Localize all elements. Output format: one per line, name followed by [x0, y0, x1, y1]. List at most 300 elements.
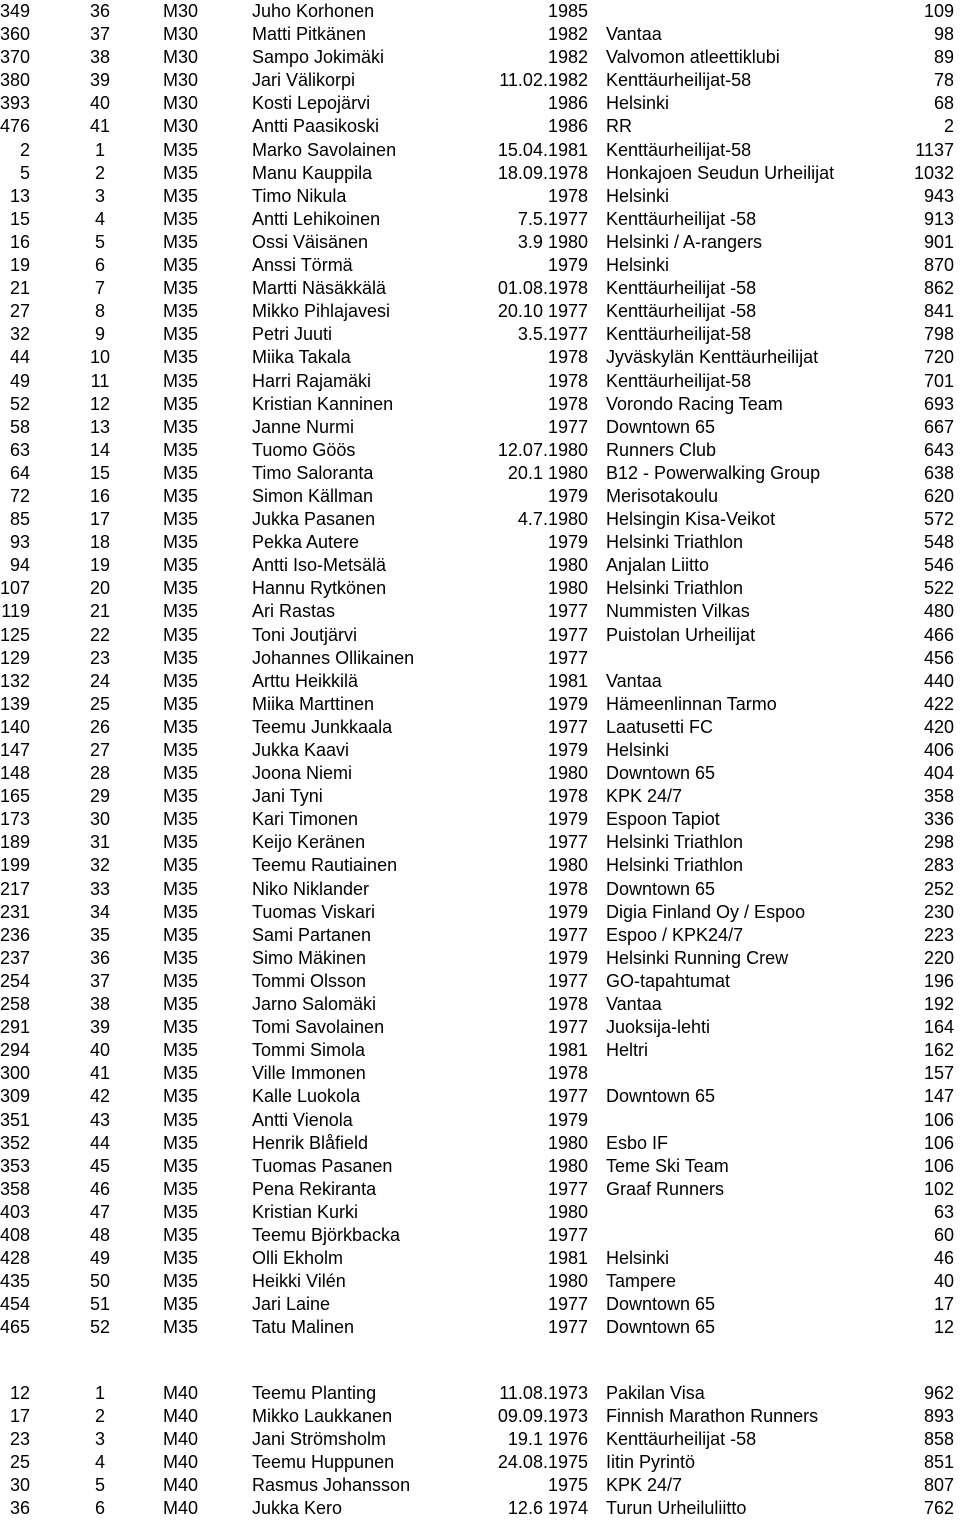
birth-date: 1977: [547, 1017, 588, 1038]
birth-date: 1978: [547, 878, 588, 899]
rank-cell: 32: [9, 324, 30, 345]
table-row: [0, 69, 960, 92]
points-cell: 230: [923, 901, 954, 922]
class-cell: M35: [163, 231, 199, 252]
table-row: [0, 1109, 960, 1132]
birth-date: 1979: [547, 255, 588, 276]
table-row: [0, 878, 960, 901]
birth-date: 1980: [547, 855, 588, 876]
athlete-name: Ossi Väisänen: [252, 231, 369, 252]
club-name: Kenttäurheilijat-58: [606, 70, 752, 91]
class-rank-cell: 26: [89, 716, 111, 737]
club-name: Kenttäurheilijat-58: [606, 370, 752, 391]
rank-cell: 72: [9, 485, 30, 506]
class-rank-cell: 6: [94, 255, 105, 276]
club-name: Vantaa: [606, 670, 662, 691]
class-cell: M35: [163, 1086, 199, 1107]
athlete-name: Jukka Kaavi: [252, 740, 350, 760]
rank-cell: 52: [9, 393, 30, 414]
class-rank-cell: 1: [94, 1383, 105, 1403]
class-cell: M35: [163, 324, 199, 345]
table-row: [0, 0, 960, 23]
club-name: Kenttäurheilijat -58: [606, 301, 757, 322]
athlete-name: Tuomo Göös: [252, 439, 356, 460]
points-cell: 358: [923, 786, 954, 807]
class-rank-cell: 17: [89, 509, 111, 530]
rank-cell: 351: [0, 1109, 31, 1130]
birth-date: 1977: [547, 624, 588, 645]
points-cell: 106: [923, 1109, 954, 1130]
birth-date: 1979: [547, 901, 588, 922]
points-cell: 893: [923, 1406, 954, 1427]
class-rank-cell: 34: [89, 901, 111, 922]
points-cell: 220: [923, 947, 954, 968]
points-cell: 858: [923, 1429, 954, 1450]
table-row: [0, 716, 960, 739]
athlete-name: Miika Marttinen: [252, 693, 375, 714]
points-cell: 102: [923, 1178, 954, 1199]
table-row: [0, 277, 960, 300]
birth-date: 11.08.1973: [499, 1383, 588, 1403]
table-row: [0, 1085, 960, 1108]
table-row: [0, 1382, 960, 1405]
club-name: Esbo IF: [606, 1132, 669, 1153]
birth-date: 1978: [547, 370, 588, 391]
class-cell: M30: [163, 116, 199, 137]
class-rank-cell: 22: [89, 624, 111, 645]
club-name: Helsinki / A-rangers: [606, 231, 763, 252]
birth-date: 1981: [547, 1040, 588, 1061]
points-cell: 60: [933, 1224, 954, 1245]
class-cell: M35: [163, 139, 199, 160]
rank-cell: 64: [9, 462, 30, 483]
class-cell: M35: [163, 278, 199, 299]
points-cell: 283: [923, 855, 954, 876]
class-cell: M40: [163, 1475, 199, 1496]
birth-date: 1977: [547, 1178, 588, 1199]
rank-cell: 199: [0, 855, 31, 876]
class-cell: M35: [163, 185, 199, 206]
athlete-name: Juho Korhonen: [252, 1, 375, 21]
class-rank-cell: 35: [89, 924, 111, 945]
class-rank-cell: 5: [94, 231, 105, 252]
class-rank-cell: 3: [94, 1429, 105, 1450]
class-cell: M30: [163, 93, 199, 114]
athlete-name: Teemu Huppunen: [252, 1452, 395, 1473]
class-cell: M35: [163, 255, 199, 276]
birth-date: 1978: [547, 994, 588, 1015]
club-name: Downtown 65: [606, 416, 716, 437]
class-rank-cell: 49: [89, 1248, 111, 1269]
table-row: [0, 1316, 960, 1339]
rank-cell: 465: [0, 1317, 31, 1338]
table-row: [0, 831, 960, 854]
class-cell: M35: [163, 347, 199, 368]
rank-cell: 129: [0, 647, 31, 668]
rank-cell: 237: [0, 947, 31, 968]
athlete-name: Jani Tyni: [252, 786, 323, 807]
athlete-name: Hannu Rytkönen: [252, 578, 387, 599]
points-cell: 643: [923, 439, 954, 460]
class-rank-cell: 20: [89, 578, 111, 599]
class-rank-cell: 6: [94, 1498, 105, 1519]
club-name: Downtown 65: [606, 1294, 716, 1315]
points-cell: 807: [923, 1475, 954, 1496]
birth-date: 1978: [547, 347, 588, 368]
points-cell: 40: [933, 1271, 954, 1292]
rank-cell: 17: [9, 1406, 30, 1427]
club-name: Kenttäurheilijat -58: [606, 1429, 757, 1450]
athlete-name: Teemu Björkbacka: [252, 1224, 401, 1245]
table-row: [0, 1247, 960, 1270]
athlete-name: Kosti Lepojärvi: [252, 93, 371, 114]
rank-cell: 63: [9, 439, 30, 460]
class-rank-cell: 3: [94, 185, 105, 206]
athlete-name: Kristian Kurki: [252, 1201, 359, 1222]
table-row: [0, 508, 960, 531]
athlete-name: Teemu Rautiainen: [252, 855, 398, 876]
points-cell: 12: [933, 1317, 954, 1338]
table-row: [0, 462, 960, 485]
club-name: Helsinki Running Crew: [606, 947, 789, 968]
class-cell: M35: [163, 1155, 199, 1176]
club-name: Juoksija-lehti: [606, 1017, 711, 1038]
rank-cell: 58: [9, 416, 30, 437]
birth-date: 1977: [547, 970, 588, 991]
club-name: Kenttäurheilijat-58: [606, 139, 752, 160]
class-rank-cell: 1: [94, 139, 105, 160]
class-cell: M35: [163, 301, 199, 322]
birth-date: 20.1 1980: [507, 462, 588, 483]
class-cell: M35: [163, 647, 199, 668]
club-name: Teme Ski Team: [606, 1155, 729, 1176]
table-row: [0, 1428, 960, 1451]
points-cell: 466: [923, 624, 954, 645]
table-row: [0, 1155, 960, 1178]
class-rank-cell: 36: [89, 1, 111, 21]
birth-date: 15.04.1981: [497, 139, 588, 160]
points-cell: 870: [923, 255, 954, 276]
birth-date: 12.07.1980: [497, 439, 588, 460]
athlete-name: Johannes Ollikainen: [252, 647, 415, 668]
rank-cell: 148: [0, 763, 31, 784]
class-cell: M35: [163, 716, 199, 737]
class-cell: M35: [163, 162, 199, 183]
class-rank-cell: 21: [89, 601, 111, 622]
class-rank-cell: 4: [94, 1452, 105, 1473]
class-cell: M35: [163, 555, 199, 576]
class-cell: M35: [163, 578, 199, 599]
table-row: [0, 808, 960, 831]
athlete-name: Petri Juuti: [252, 324, 333, 345]
class-rank-cell: 41: [89, 116, 111, 137]
birth-date: 1977: [547, 647, 588, 668]
rank-cell: 189: [0, 832, 31, 853]
rank-cell: 352: [0, 1132, 31, 1153]
rank-cell: 393: [0, 93, 31, 114]
birth-date: 1978: [547, 185, 588, 206]
class-cell: M30: [163, 47, 199, 68]
class-rank-cell: 40: [89, 1040, 111, 1061]
athlete-name: Jukka Kero: [252, 1498, 343, 1519]
rank-cell: 294: [0, 1040, 31, 1061]
class-rank-cell: 48: [89, 1224, 111, 1245]
class-rank-cell: 38: [89, 47, 111, 68]
birth-date: 09.09.1973: [497, 1406, 588, 1427]
club-name: Helsinki: [606, 255, 670, 276]
class-rank-cell: 50: [89, 1271, 111, 1292]
rank-cell: 360: [0, 24, 31, 45]
birth-date: 01.08.1978: [497, 278, 588, 299]
birth-date: 1977: [547, 924, 588, 945]
points-cell: 46: [933, 1248, 954, 1269]
rank-cell: 435: [0, 1271, 31, 1292]
birth-date: 1985: [547, 1, 588, 21]
points-cell: 667: [923, 416, 954, 437]
points-cell: 89: [933, 47, 954, 68]
class-rank-cell: 2: [94, 162, 105, 183]
points-cell: 701: [923, 370, 954, 391]
club-name: Helsinki: [606, 1248, 670, 1269]
rank-cell: 476: [0, 116, 31, 137]
table-row: [0, 531, 960, 554]
class-cell: M35: [163, 601, 199, 622]
rank-cell: 428: [0, 1248, 31, 1269]
rank-cell: 49: [9, 370, 30, 391]
birth-date: 1980: [547, 763, 588, 784]
club-name: Helsinki Triathlon: [606, 532, 744, 553]
class-cell: M35: [163, 970, 199, 991]
table-row: [0, 600, 960, 623]
birth-date: 1979: [547, 693, 588, 714]
table-row: [0, 139, 960, 162]
athlete-name: Olli Ekholm: [252, 1248, 344, 1269]
points-cell: 298: [923, 832, 954, 853]
club-name: Helsinki Triathlon: [606, 578, 744, 599]
athlete-name: Jukka Pasanen: [252, 509, 376, 530]
birth-date: 1979: [547, 1109, 588, 1130]
rank-cell: 140: [0, 716, 31, 737]
athlete-name: Tommi Olsson: [252, 970, 367, 991]
table-row: [0, 254, 960, 277]
class-cell: M35: [163, 924, 199, 945]
rank-cell: 300: [0, 1063, 31, 1084]
birth-date: 1978: [547, 786, 588, 807]
table-row: [0, 1270, 960, 1293]
table-row: [0, 115, 960, 138]
class-rank-cell: 4: [94, 208, 105, 229]
rank-cell: 349: [0, 1, 31, 21]
club-name: Downtown 65: [606, 763, 716, 784]
rank-cell: 94: [9, 555, 30, 576]
class-cell: M35: [163, 994, 199, 1015]
table-row: [0, 739, 960, 762]
table-row: [0, 300, 960, 323]
table-row: [0, 1293, 960, 1316]
class-cell: M35: [163, 740, 199, 760]
table-row: [0, 647, 960, 670]
athlete-name: Antti Paasikoski: [252, 116, 380, 137]
athlete-name: Timo Saloranta: [252, 462, 374, 483]
table-row: [0, 1039, 960, 1062]
class-rank-cell: 12: [89, 393, 111, 414]
rank-cell: 353: [0, 1155, 31, 1176]
athlete-name: Marko Savolainen: [252, 139, 397, 160]
class-cell: M35: [163, 1178, 199, 1199]
results-table-m40: [0, 1382, 960, 1521]
athlete-name: Matti Pitkänen: [252, 24, 367, 45]
club-name: KPK 24/7: [606, 786, 683, 807]
rank-cell: 231: [0, 901, 31, 922]
club-name: Jyväskylän Kenttäurheilijat: [606, 347, 819, 368]
class-rank-cell: 19: [89, 555, 111, 576]
class-cell: M35: [163, 1201, 199, 1222]
class-rank-cell: 31: [89, 832, 111, 853]
table-row: [0, 1497, 960, 1520]
rank-cell: 23: [9, 1429, 30, 1450]
athlete-name: Sampo Jokimäki: [252, 47, 385, 68]
rank-cell: 93: [9, 532, 30, 553]
club-name: Runners Club: [606, 439, 717, 460]
points-cell: 17: [933, 1294, 954, 1315]
points-cell: 798: [923, 324, 954, 345]
club-name: Helsinki Triathlon: [606, 832, 744, 853]
table-row: [0, 92, 960, 115]
class-cell: M35: [163, 416, 199, 437]
rank-cell: 454: [0, 1294, 31, 1315]
club-name: Valvomon atleettiklubi: [606, 47, 780, 68]
class-rank-cell: 39: [89, 1017, 111, 1038]
class-rank-cell: 14: [89, 439, 111, 460]
class-rank-cell: 39: [89, 70, 111, 91]
table-row: [0, 23, 960, 46]
athlete-name: Antti Lehikoinen: [252, 208, 381, 229]
birth-date: 11.02.1982: [499, 70, 588, 91]
class-cell: M35: [163, 509, 199, 530]
athlete-name: Janne Nurmi: [252, 416, 355, 437]
points-cell: 164: [923, 1017, 954, 1038]
points-cell: 913: [923, 208, 954, 229]
class-rank-cell: 52: [89, 1317, 111, 1338]
club-name: Graaf Runners: [606, 1178, 725, 1199]
class-cell: M35: [163, 878, 199, 899]
class-cell: M35: [163, 855, 199, 876]
class-rank-cell: 25: [89, 693, 111, 714]
birth-date: 1980: [547, 578, 588, 599]
birth-date: 1981: [547, 1248, 588, 1269]
class-cell: M30: [163, 24, 199, 45]
club-name: Iitin Pyrintö: [606, 1452, 696, 1473]
table-row: [0, 1405, 960, 1428]
athlete-name: Toni Joutjärvi: [252, 624, 358, 645]
birth-date: 1979: [547, 532, 588, 553]
table-row: [0, 416, 960, 439]
birth-date: 4.7.1980: [517, 509, 588, 530]
birth-date: 1980: [547, 1132, 588, 1153]
table-row: [0, 1201, 960, 1224]
club-name: Turun Urheiluliitto: [606, 1498, 747, 1519]
birth-date: 19.1 1976: [507, 1429, 588, 1450]
table-row: [0, 46, 960, 69]
table-row: [0, 854, 960, 877]
class-rank-cell: 24: [89, 670, 111, 691]
club-name: GO-tapahtumat: [606, 970, 731, 991]
class-cell: M40: [163, 1498, 199, 1519]
athlete-name: Pena Rekiranta: [252, 1178, 377, 1199]
birth-date: 1977: [547, 1224, 588, 1245]
class-cell: M35: [163, 370, 199, 391]
table-row: [0, 1016, 960, 1039]
table-row: [0, 1474, 960, 1497]
class-rank-cell: 7: [94, 278, 105, 299]
table-row: [0, 785, 960, 808]
birth-date: 1982: [547, 47, 588, 68]
athlete-name: Simon Källman: [252, 485, 374, 506]
class-rank-cell: 5: [94, 1475, 105, 1496]
class-cell: M35: [163, 532, 199, 553]
table-row: [0, 947, 960, 970]
points-cell: 638: [923, 462, 954, 483]
rank-cell: 2: [19, 139, 30, 160]
athlete-name: Tatu Malinen: [252, 1317, 355, 1338]
points-cell: 720: [923, 347, 954, 368]
class-rank-cell: 47: [89, 1201, 111, 1222]
points-cell: 78: [933, 70, 954, 91]
rank-cell: 36: [9, 1498, 30, 1519]
rank-cell: 139: [0, 693, 31, 714]
club-name: Tampere: [606, 1271, 677, 1292]
rank-cell: 165: [0, 786, 31, 807]
athlete-name: Anssi Törmä: [252, 255, 353, 276]
table-row: [0, 762, 960, 785]
class-rank-cell: 16: [89, 485, 111, 506]
club-name: Vantaa: [606, 24, 662, 45]
points-cell: 420: [923, 716, 954, 737]
athlete-name: Sami Partanen: [252, 924, 372, 945]
table-row: [0, 185, 960, 208]
points-cell: 943: [923, 185, 954, 206]
club-name: Pakilan Visa: [606, 1383, 705, 1403]
rank-cell: 309: [0, 1086, 31, 1107]
athlete-name: Joona Niemi: [252, 763, 353, 784]
points-cell: 546: [923, 555, 954, 576]
birth-date: 1975: [547, 1475, 588, 1496]
rank-cell: 370: [0, 47, 31, 68]
class-cell: M35: [163, 832, 199, 853]
athlete-name: Tuomas Pasanen: [252, 1155, 393, 1176]
points-cell: 223: [923, 924, 954, 945]
class-rank-cell: 30: [89, 809, 111, 830]
class-cell: M30: [163, 1, 199, 21]
points-cell: 157: [923, 1063, 954, 1084]
athlete-name: Tuomas Viskari: [252, 901, 376, 922]
athlete-name: Ville Immonen: [252, 1063, 366, 1084]
class-cell: M35: [163, 393, 199, 414]
class-cell: M35: [163, 1248, 199, 1269]
club-name: Helsingin Kisa-Veikot: [606, 509, 776, 530]
club-name: Kenttäurheilijat-58: [606, 324, 752, 345]
class-cell: M35: [163, 624, 199, 645]
birth-date: 1980: [547, 1271, 588, 1292]
points-cell: 762: [923, 1498, 954, 1519]
table-row: [0, 485, 960, 508]
table-row: [0, 208, 960, 231]
rank-cell: 19: [9, 255, 30, 276]
rank-cell: 358: [0, 1178, 31, 1199]
points-cell: 548: [923, 532, 954, 553]
athlete-name: Henrik Blåfield: [252, 1132, 369, 1153]
club-name: RR: [606, 116, 632, 137]
